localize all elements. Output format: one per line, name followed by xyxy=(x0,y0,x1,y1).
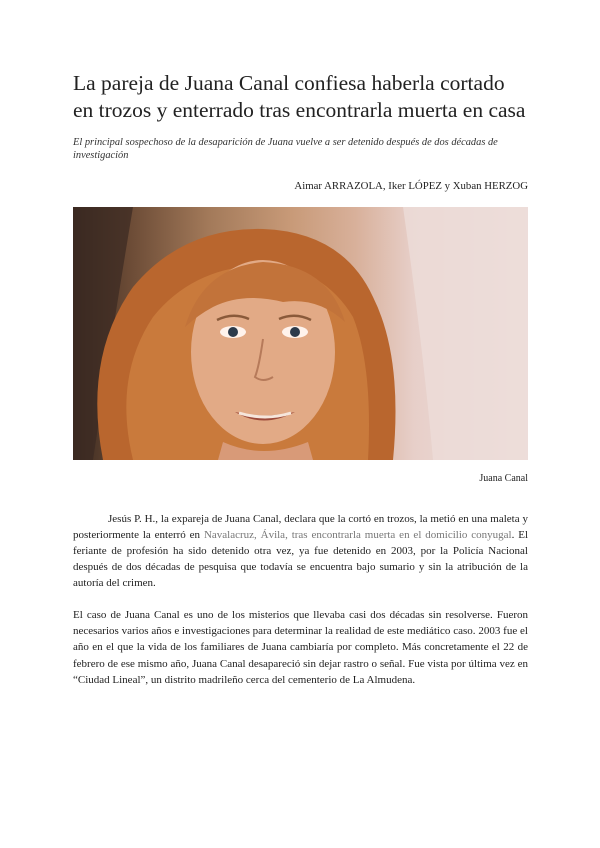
article-subtitle: El principal sospechoso de la desaparición de Juana vuelve a ser detenido después de dos décadas de investigación xyxy=(73,137,498,161)
article xyxy=(73,70,528,699)
paragraph-1-part-1: Jesús P. H., la expareja de Juana Canal, declara que la cortó en trozos, la metió en una maleta y posteriormente la enterró en xyxy=(73,513,528,541)
article-title: La pareja de Juana Canal confiesa haberla cortado en trozos y enterrado tras encontrarla muerta en casa xyxy=(73,71,526,122)
photo-caption: Juana Canal xyxy=(479,473,528,484)
paragraph-2: El caso de Juana Canal es uno de los misterios que llevaba casi dos décadas sin resolverse. Fueron necesarios varios años e investigaciones para determinar la realidad de este mediático caso. 2003 fue el año en el que la vida de los familiares de Juana cambiaría por completo. Más concretamente el 22 de febrero de ese mismo año, Juana Canal desapareció sin dejar rastro o señal. Fue vista por última vez en “Ciudad Lineal”, un distrito madrileño cerca del cementerio de La Almudena. xyxy=(73,609,528,686)
paragraph-1 xyxy=(73,511,528,591)
portrait-photo xyxy=(73,207,528,460)
paragraph-1-place: Navalacruz, Ávila, tras encontrarla muerta en el domicilio conyugal xyxy=(203,529,512,541)
portrait-illustration xyxy=(73,207,528,460)
paragraph-1-part-2: . El feriante de profesión ha sido detenido otra vez, ya fue detenido en 2003, por la Policía Nacional después de dos décadas de pesquisa que todavía se encuentra bajo sumario y sin la atribución de la autoría del crimen. xyxy=(73,529,529,589)
article-authors: Aimar ARRAZOLA, Iker LÓPEZ y Xuban HERZOG xyxy=(294,180,528,192)
